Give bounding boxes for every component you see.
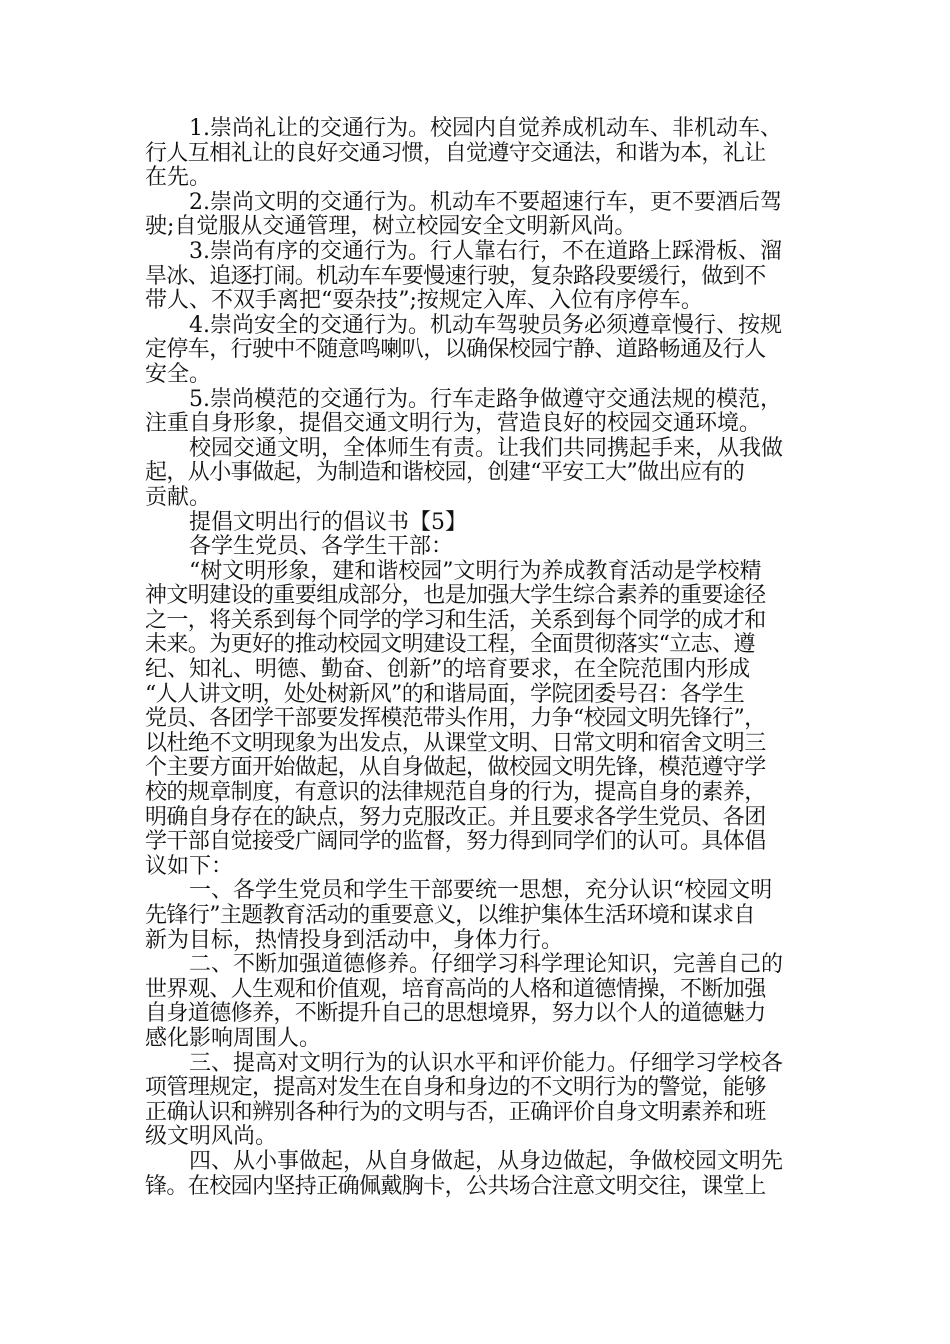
text-line: 带人、不双手离把“耍杂技”;按规定入库、入位有序停车。 — [145, 288, 703, 314]
text-line: 四、从小事做起，从自身做起，从身边做起，争做校园文明先 — [189, 1148, 784, 1174]
text-line: 先锋行”主题教育活动的重要意义，以维护集体生活环境和谋求自 — [145, 903, 755, 928]
text-line: 校园交通文明，全体师生有责。让我们共同携起手来，从我做 — [189, 435, 784, 461]
text-line: 在先。 — [145, 165, 212, 191]
text-line: 自身道德修养，不断提升自己的思想境界，努力以个人的道德魅力 — [145, 1001, 766, 1027]
text-line: 锋。在校园内坚持正确佩戴胸卡，公共场合注意文明交往，课堂上 — [145, 1173, 766, 1199]
text-line: 神文明建设的重要组成部分，也是加强大学生综合素养的重要途径 — [145, 583, 766, 609]
text-line: 议如下： — [145, 853, 234, 879]
text-line: 未来。为更好的推动校园文明建设工程，全面贯彻落实“立志、遵 — [145, 632, 755, 658]
text-line: 以杜绝不文明现象为出发点，从课堂文明、日常文明和宿舍文明三 — [145, 730, 766, 756]
text-line: 一、各学生党员和学生干部要统一思想，充分认识“校园文明 — [189, 878, 773, 904]
text-line: “人人讲文明，处处树新风”的和谐局面，学院团委号召：各学生 — [145, 681, 745, 707]
text-line: 定停车，行驶中不随意鸣喇叭，以确保校园宁静、道路畅通及行人 — [145, 337, 766, 363]
text-line: 校的规章制度，有意识的法律规范自身的行为，提高自身的素养， — [145, 780, 766, 806]
text-line: 行人互相礼让的良好交通习惯，自觉遵守交通法，和谐为本，礼让 — [145, 140, 766, 166]
text-line: 贡献。 — [145, 484, 212, 510]
text-line: 明确自身存在的缺点，努力克服改正。并且要求各学生党员、各团 — [145, 804, 766, 830]
text-line: 起，从小事做起，为制造和谐校园，创建“平安工大”做出应有的 — [145, 460, 745, 486]
text-line: 2.崇尚文明的交通行为。机动车不要超速行车，更不要酒后驾 — [189, 189, 782, 215]
section-heading: 提倡文明出行的倡议书【5】 — [189, 509, 467, 535]
text-line: 党员、各团学干部要发挥模范带头作用，力争“校园文明先锋行”， — [145, 706, 766, 732]
text-line: 安全。 — [145, 361, 212, 387]
text-line: 二、不断加强道德修养。仔细学习科学理论知识，完善自己的 — [189, 952, 784, 978]
text-line: 正确认识和辨别各种行为的文明与否，正确评价自身文明素养和班 — [145, 1099, 766, 1125]
text-line: 感化影响周围人。 — [145, 1025, 322, 1051]
text-line: 注重自身形象，提倡交通文明行为，营造良好的校园交通环境。 — [145, 411, 762, 437]
text-line: 项管理规定，提高对发生在自身和身边的不文明行为的警觉，能够 — [145, 1075, 766, 1101]
text-line: 驶;自觉服从交通管理，树立校园安全文明新风尚。 — [145, 214, 637, 240]
text-line: 新为目标，热情投身到活动中，身体力行。 — [145, 927, 564, 953]
document-text-body — [145, 117, 810, 1199]
text-line: 3.崇尚有序的交通行为。行人靠右行，不在道路上踩滑板、溜 — [189, 238, 782, 264]
document-page — [145, 117, 810, 1199]
text-line: 之一，将关系到每个同学的学习和生活，关系到每个同学的成才和 — [145, 607, 766, 633]
text-line: 学干部自觉接受广阔同学的监督，努力得到同学们的认可。具体倡 — [145, 829, 766, 855]
text-line: 纪、知礼、明德、勤奋、创新”的培育要求，在全院范围内形成 — [145, 657, 751, 683]
text-line: 旱冰、追逐打闹。机动车车要慢速行驶，复杂路段要缓行，做到不 — [145, 263, 766, 289]
text-line: 5.崇尚模范的交通行为。行车走路争做遵守交通法规的模范， — [189, 386, 782, 412]
text-line: 级文明风尚。 — [145, 1124, 278, 1150]
text-line: “树文明形象，建和谐校园”文明行为养成教育活动是学校精 — [189, 558, 762, 584]
salutation: 各学生党员、各学生干部： — [189, 534, 454, 560]
text-line: 1.崇尚礼让的交通行为。校园内自觉养成机动车、非机动车、 — [189, 116, 782, 141]
text-line: 三、提高对文明行为的认识水平和评价能力。仔细学习学校各 — [189, 1050, 784, 1076]
text-line: 个主要方面开始做起，从自身做起，做校园文明先锋，模范遵守学 — [145, 755, 766, 781]
text-line: 世界观、人生观和价值观，培育高尚的人格和道德情操，不断加强 — [145, 976, 766, 1002]
text-line: 4.崇尚安全的交通行为。机动车驾驶员务必须遵章慢行、按规 — [189, 312, 782, 338]
